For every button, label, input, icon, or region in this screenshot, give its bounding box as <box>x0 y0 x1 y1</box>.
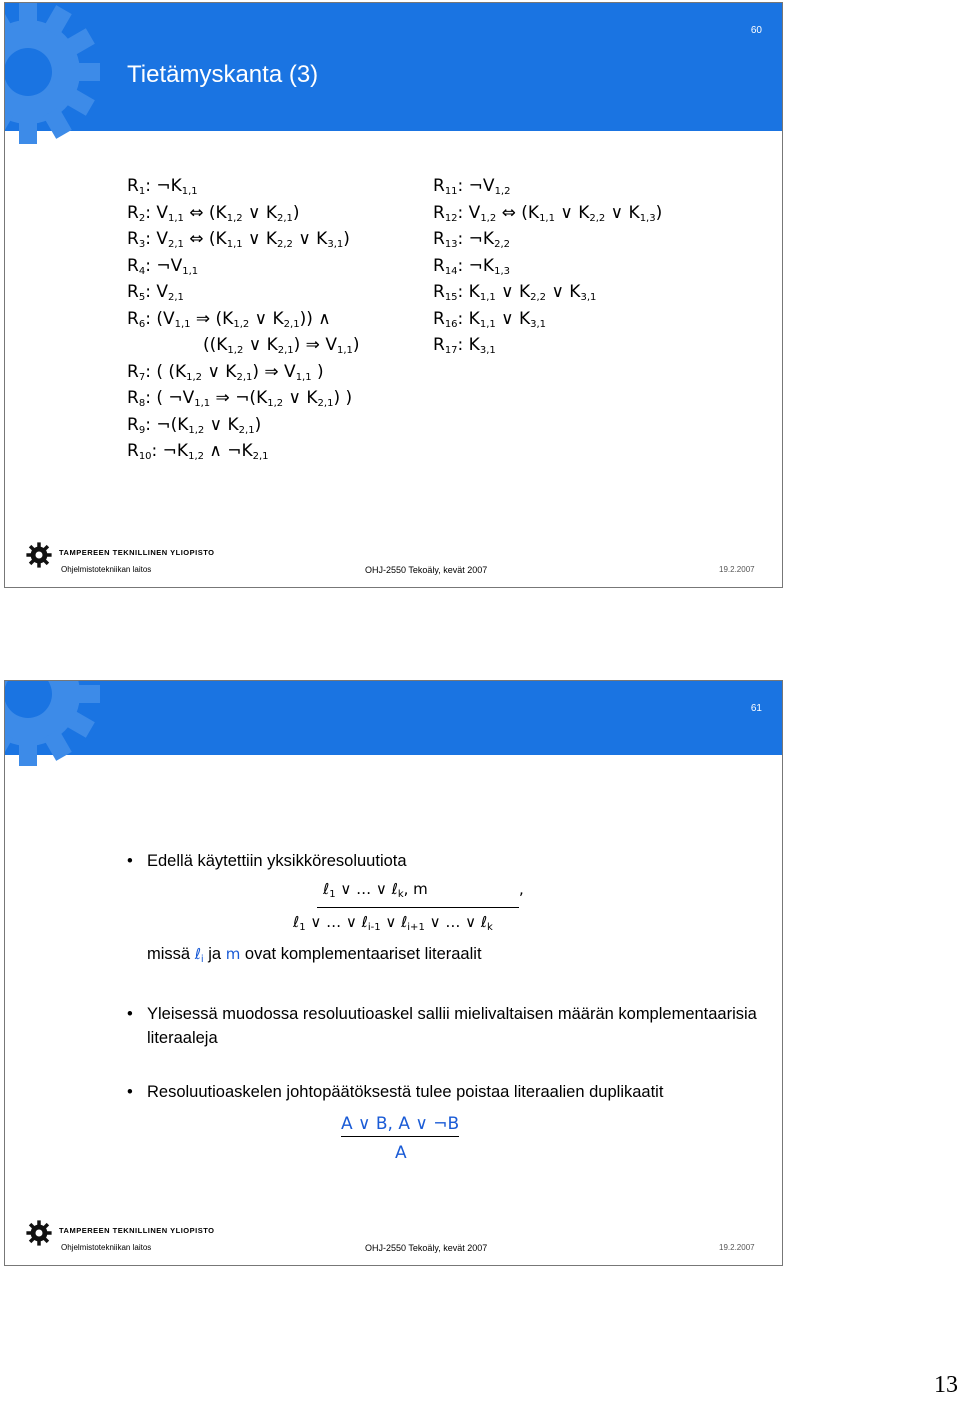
page-number: 13 <box>934 1372 958 1398</box>
rule-r14: $R_{14}$: $\neg K_{1,3}$ <box>433 255 510 277</box>
formula-premise: ℓ$_1$ ∨ … ∨ ℓ$_k$, m , <box>293 877 767 908</box>
slide-content <box>127 849 767 1165</box>
resolution-rule <box>127 877 767 940</box>
slide-title: Tietämyskanta (3) <box>127 61 319 88</box>
slide-60 <box>4 2 783 588</box>
gear-logo-icon <box>4 680 103 769</box>
slide-footer <box>5 537 782 587</box>
rule-r17: $R_{17}$: $K_{3,1}$ <box>433 335 496 356</box>
example-rule <box>127 1112 767 1165</box>
gear-logo-icon <box>4 2 103 147</box>
slide-number: 60 <box>750 25 762 36</box>
bullet-unit-resolution: • Edellä käytettiin yksikköresoluutiota <box>127 849 767 873</box>
university-logo-icon <box>25 541 53 569</box>
rule-r9: $R_9$: $\neg(K_{1,2}$ ∨ $K_{2,1}$) <box>127 414 262 436</box>
university-name: TAMPEREEN TEKNILLINEN YLIOPISTO <box>59 1226 215 1235</box>
rule-r1: $R_1$: $\neg K_{1,1}$ <box>127 176 198 197</box>
rule-r5: $R_5$: $V_{2,1}$ <box>127 282 184 303</box>
university-logo-icon <box>25 1219 53 1247</box>
rule-r10: $R_{10}$: $\neg K_{1,2}$ ∧ $\neg K_{2,1}$ <box>127 441 269 462</box>
slide-date: 19.2.2007 <box>719 565 755 574</box>
rule-r13: $R_{13}$: $\neg K_{2,2}$ <box>433 229 510 250</box>
course-name: OHJ-2550 Tekoäly, kevät 2007 <box>365 565 488 575</box>
rule-r6-cont: (($K_{1,2}$ ∨ $K_{2,1}$) ⇒ $V_{1,1}$) <box>203 335 360 356</box>
rule-r7: $R_7$: ( ($K_{1,2}$ ∨ $K_{2,1}$) ⇒ $V_{1,1}$ ) <box>127 361 324 383</box>
rule-r4: $R_4$: $\neg V_{1,1}$ <box>127 255 199 277</box>
rule-r3: $R_3$: $V_{2,1}$ ⇔ ($K_{1,1}$ ∨ $K_{2,2}$ ∨ $K_{3,1}$) <box>127 229 350 250</box>
university-name: TAMPEREEN TEKNILLINEN YLIOPISTO <box>59 548 215 557</box>
rules-right <box>433 173 662 359</box>
rule-r11: $R_{11}$: $\neg V_{1,2}$ <box>433 176 511 197</box>
slide-footer <box>5 1215 782 1265</box>
slide-61 <box>4 680 783 1266</box>
where-clause: missä ℓ$_i$ ja m ovat komplementaariset literaalit <box>147 945 482 965</box>
slide-number: 61 <box>750 703 762 714</box>
formula-conclusion: ℓ$_1$ ∨ … ∨ ℓ$_{i-1}$ ∨ ℓ$_{i+1}$ ∨ … ∨ ℓ$_k$ <box>293 913 493 933</box>
slide-date: 19.2.2007 <box>719 1243 755 1252</box>
rules-left <box>127 173 360 465</box>
example-premise: A ∨ B, A ∨ ¬B <box>341 1112 767 1137</box>
title-band <box>5 3 782 131</box>
bullet-duplicates: • Resoluutioaskelen johtopäätöksestä tulee poistaa literaalien duplikaatit <box>127 1080 767 1104</box>
rule-r16: $R_{16}$: $K_{1,1}$ ∨ $K_{3,1}$ <box>433 308 547 330</box>
course-name: OHJ-2550 Tekoäly, kevät 2007 <box>365 1243 488 1253</box>
example-conclusion: A <box>395 1143 407 1163</box>
bullet-general-resolution: • Yleisessä muodossa resoluutioaskel sallii mielivaltaisen määrän komplementaarisia literaaleja <box>127 1002 767 1050</box>
rule-r12: $R_{12}$: $V_{1,2}$ ⇔ ($K_{1,1}$ ∨ $K_{2,2}$ ∨ $K_{1,3}$) <box>433 202 663 224</box>
rule-r8: $R_8$: ( $\neg V_{1,1}$ ⇒ $\neg(K_{1,2}$ ∨ $K_{2,1}$) ) <box>127 388 353 409</box>
rule-r6: $R_6$: ($V_{1,1}$ ⇒ ($K_{1,2}$ ∨ $K_{2,1}$)) ∧ <box>127 308 331 330</box>
department: Ohjelmistotekniikan laitos <box>61 565 152 574</box>
rule-r15: $R_{15}$: $K_{1,1}$ ∨ $K_{2,2}$ ∨ $K_{3,1}$ <box>433 282 597 303</box>
rule-r2: $R_2$: $V_{1,1}$ ⇔ ($K_{1,2}$ ∨ $K_{2,1}$) <box>127 202 300 224</box>
department: Ohjelmistotekniikan laitos <box>61 1243 152 1252</box>
title-band <box>5 681 782 755</box>
